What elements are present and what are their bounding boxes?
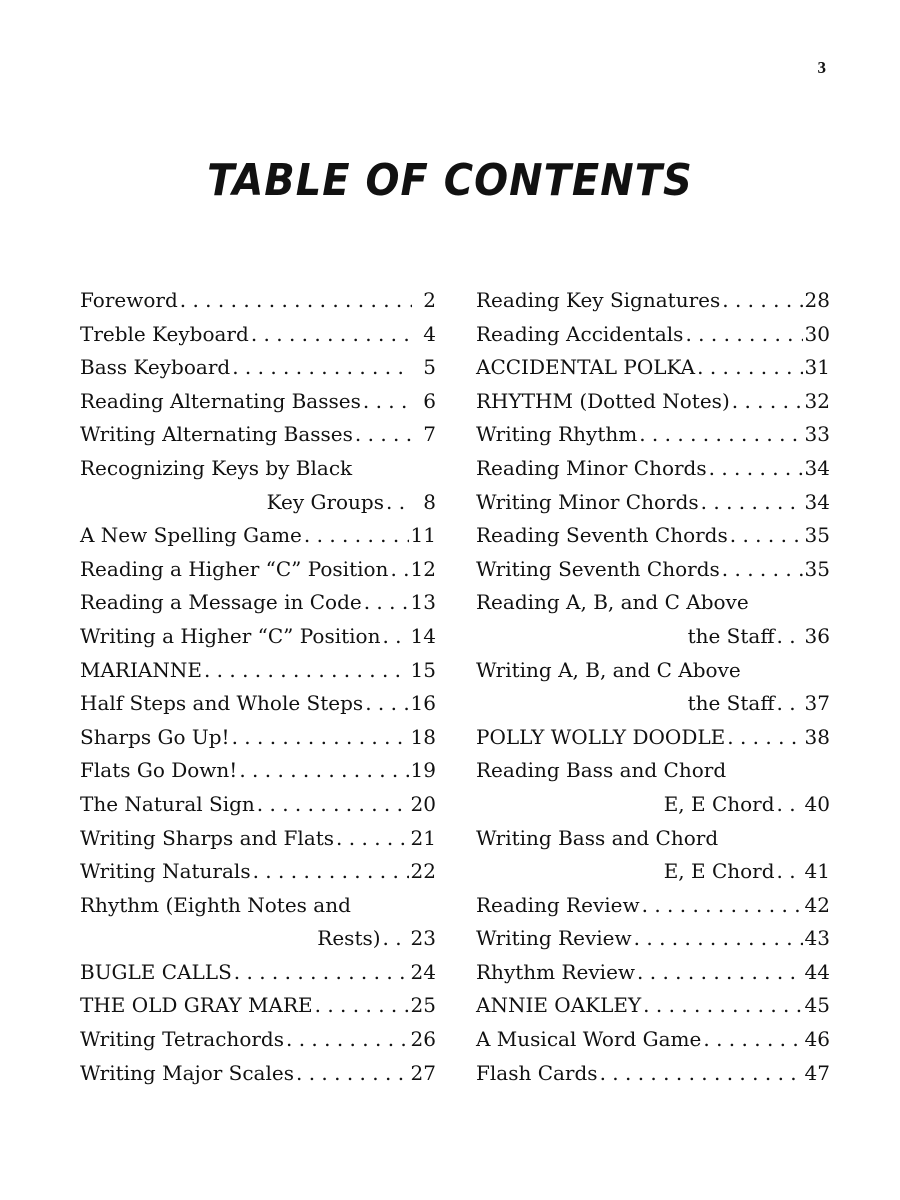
toc-entry-title: Reading Review xyxy=(476,892,640,917)
toc-entry-title: Sharps Go Up! xyxy=(80,724,230,749)
toc-entry-title: Writing A, B, and C Above xyxy=(476,657,741,682)
toc-entry-title: Writing Seventh Chords xyxy=(476,556,720,581)
toc-entry-title: THE OLD GRAY MARE xyxy=(80,993,313,1018)
toc-entry-title: E, E Chord xyxy=(663,859,775,884)
toc-entry xyxy=(80,486,436,520)
toc-entry xyxy=(80,855,436,889)
toc-entry-page: 37 xyxy=(804,691,830,716)
toc-entry-title: Rhythm Review xyxy=(476,959,636,984)
dot-leader xyxy=(390,553,408,587)
dot-leader xyxy=(239,754,408,788)
toc-entry xyxy=(476,385,830,419)
dot-leader xyxy=(727,721,802,755)
toc-entry-title: The Natural Sign xyxy=(80,791,255,816)
toc-entry xyxy=(80,721,436,755)
dot-leader xyxy=(257,788,409,822)
toc-entry-title: the Staff xyxy=(687,623,775,648)
toc-entry xyxy=(80,452,436,486)
toc-entry-title: RHYTHM (Dotted Notes) xyxy=(476,388,730,413)
toc-entry-page: 21 xyxy=(410,825,436,850)
toc-entry-title: Writing Naturals xyxy=(80,859,251,884)
toc-entry-title: Reading Minor Chords xyxy=(476,455,707,480)
dot-leader xyxy=(365,687,408,721)
toc-entry-title: Reading Key Signatures xyxy=(476,288,721,312)
toc-entry-title: the Staff xyxy=(687,691,775,716)
toc-entry-page: 19 xyxy=(410,758,436,783)
dot-leader xyxy=(180,284,412,318)
toc-entry-page: 20 xyxy=(410,791,436,816)
toc-entry-page: 27 xyxy=(410,1060,436,1085)
dot-leader xyxy=(639,418,802,452)
page-title: TABLE OF CONTENTS xyxy=(207,156,693,206)
toc-entry-title: ANNIE OAKLEY xyxy=(476,993,642,1018)
toc-entry-title: Bass Keyboard xyxy=(80,355,231,380)
toc-entry-title: Writing Major Scales xyxy=(80,1060,294,1085)
toc-entry-page: 4 xyxy=(423,321,436,346)
toc-entry xyxy=(80,418,436,452)
toc-entry-page: 8 xyxy=(423,489,436,514)
toc-entry-title: MARIANNE xyxy=(80,657,202,682)
dot-leader xyxy=(777,620,803,654)
toc-entry-page: 36 xyxy=(804,623,830,648)
dot-leader xyxy=(709,452,803,486)
toc-entry-title: Writing Rhythm xyxy=(476,422,638,447)
toc-entry-page: 13 xyxy=(410,590,436,615)
toc-entry xyxy=(80,956,436,990)
dot-leader xyxy=(386,486,412,520)
toc-entry-title: Reading Accidentals xyxy=(476,321,684,346)
dot-leader xyxy=(363,385,412,419)
dot-leader xyxy=(637,956,803,990)
toc-entry-title: Flats Go Down! xyxy=(80,758,238,783)
toc-entry-page: 12 xyxy=(410,556,436,581)
toc-entry-title: Writing Review xyxy=(476,926,632,951)
toc-entry-title: Reading a Higher “C” Position xyxy=(80,556,389,581)
dot-leader xyxy=(355,418,412,452)
dot-leader xyxy=(701,486,803,520)
toc-entry-page: 16 xyxy=(410,691,436,716)
toc-entry-page: 22 xyxy=(410,859,436,884)
toc-entry-title: Half Steps and Whole Steps xyxy=(80,691,364,716)
dot-leader xyxy=(643,989,802,1023)
toc-entry xyxy=(476,586,830,620)
toc-entry xyxy=(476,418,830,452)
dot-leader xyxy=(732,385,803,419)
toc-entry-page: 42 xyxy=(804,892,830,917)
toc-entry xyxy=(476,855,830,889)
toc-entry xyxy=(80,989,436,1023)
toc-entry-title: Reading Bass and Chord xyxy=(476,758,727,783)
dot-leader xyxy=(315,989,409,1023)
toc-entry-page: 5 xyxy=(423,355,436,380)
toc-entry-page: 6 xyxy=(423,388,436,413)
toc-entry xyxy=(476,318,830,352)
dot-leader xyxy=(634,922,803,956)
toc-entry xyxy=(476,654,830,688)
toc-entry xyxy=(80,822,436,856)
toc-entry xyxy=(476,1023,830,1057)
toc-entry xyxy=(80,385,436,419)
toc-entry-title: Reading A, B, and C Above xyxy=(476,590,749,615)
toc-entry xyxy=(476,553,830,587)
toc-entry-page: 7 xyxy=(423,422,436,447)
toc-entry-page: 35 xyxy=(804,523,830,548)
toc-entry-page: 34 xyxy=(804,455,830,480)
toc-entry xyxy=(476,452,830,486)
toc-entry-title: ACCIDENTAL POLKA xyxy=(476,355,696,380)
toc-entry xyxy=(80,318,436,352)
toc-entry-title: Rests) xyxy=(317,926,381,951)
page-number: 3 xyxy=(817,58,826,77)
toc-entry xyxy=(476,486,830,520)
dot-leader xyxy=(697,351,802,385)
toc-entry-page: 38 xyxy=(804,724,830,749)
dot-leader xyxy=(336,822,409,856)
toc-entry xyxy=(476,956,830,990)
toc-entry-page: 28 xyxy=(804,288,830,312)
toc-entry-page: 44 xyxy=(804,959,830,984)
toc-entry-title: Key Groups xyxy=(266,489,384,514)
toc-entry-title: E, E Chord xyxy=(663,791,775,816)
toc-entry xyxy=(476,989,830,1023)
toc-entry-title: Rhythm (Eighth Notes and xyxy=(80,892,351,917)
toc-entry-title: Foreword xyxy=(80,288,178,312)
toc-entry xyxy=(476,721,830,755)
toc-entry-page: 24 xyxy=(410,959,436,984)
toc-entry-page: 32 xyxy=(804,388,830,413)
dot-leader xyxy=(232,721,409,755)
toc-entry xyxy=(80,351,436,385)
dot-leader xyxy=(777,855,803,889)
dot-leader xyxy=(286,1023,409,1057)
toc-entry-title: A Musical Word Game xyxy=(476,1027,702,1052)
toc-entry xyxy=(80,553,436,587)
toc-entry-title: Flash Cards xyxy=(476,1060,598,1085)
toc-entry-page: 46 xyxy=(804,1027,830,1052)
dot-leader xyxy=(703,1023,802,1057)
toc-entry-page: 31 xyxy=(804,355,830,380)
dot-leader xyxy=(234,956,409,990)
toc-entry xyxy=(80,1057,436,1091)
toc-entry xyxy=(80,889,436,923)
toc-entry-page: 25 xyxy=(410,993,436,1018)
toc-entry-page: 47 xyxy=(804,1060,830,1085)
toc-entry-page: 35 xyxy=(804,556,830,581)
toc-entry-title: Writing Tetrachords xyxy=(80,1027,284,1052)
toc-entry-title: Writing a Higher “C” Position xyxy=(80,623,381,648)
toc-entry xyxy=(476,822,830,856)
toc-entry xyxy=(80,788,436,822)
toc-entry-title: A New Spelling Game xyxy=(80,523,302,548)
toc-entry-page: 11 xyxy=(410,523,436,548)
dot-leader xyxy=(600,1057,803,1091)
dot-leader xyxy=(364,586,409,620)
dot-leader xyxy=(382,620,408,654)
toc-entry xyxy=(476,788,830,822)
toc-entry-title: Writing Bass and Chord xyxy=(476,825,719,850)
toc-entry-page: 45 xyxy=(804,993,830,1018)
dot-leader xyxy=(304,519,409,553)
dot-leader xyxy=(253,855,409,889)
dot-leader xyxy=(777,687,803,721)
toc-entry xyxy=(476,1057,830,1091)
toc-entry-title: POLLY WOLLY DOODLE xyxy=(476,724,726,749)
toc-entry-title: Reading a Message in Code xyxy=(80,590,362,615)
dot-leader xyxy=(232,351,412,385)
toc-entry xyxy=(80,284,436,318)
toc-entry xyxy=(476,284,830,318)
toc-entry-title: Writing Minor Chords xyxy=(476,489,699,514)
dot-leader xyxy=(722,284,802,318)
toc-entry-page: 14 xyxy=(410,623,436,648)
dot-leader xyxy=(383,922,409,956)
toc-entry-title: Writing Sharps and Flats xyxy=(80,825,335,850)
toc-entry-page: 33 xyxy=(804,422,830,447)
dot-leader xyxy=(642,889,803,923)
toc-entry-page: 15 xyxy=(410,657,436,682)
toc-entry xyxy=(80,620,436,654)
dot-leader xyxy=(722,553,803,587)
toc-entry xyxy=(80,754,436,788)
toc-entry xyxy=(476,620,830,654)
toc-entry xyxy=(80,1023,436,1057)
toc-entry xyxy=(476,889,830,923)
toc-entry-page: 18 xyxy=(410,724,436,749)
toc-entry xyxy=(80,586,436,620)
toc-entry xyxy=(80,922,436,956)
toc-entry-page: 40 xyxy=(804,791,830,816)
dot-leader xyxy=(730,519,803,553)
dot-leader xyxy=(685,318,802,352)
toc-entry xyxy=(476,922,830,956)
toc-entry xyxy=(476,519,830,553)
toc-entry-page: 30 xyxy=(804,321,830,346)
toc-entry xyxy=(80,654,436,688)
toc-left-column xyxy=(80,284,436,1090)
toc-entry xyxy=(476,351,830,385)
toc-entry xyxy=(476,754,830,788)
toc-entry-page: 2 xyxy=(423,288,436,312)
toc-entry-title: BUGLE CALLS xyxy=(80,959,232,984)
toc-entry xyxy=(80,519,436,553)
toc-entry xyxy=(80,687,436,721)
dot-leader xyxy=(296,1057,409,1091)
toc-entry-title: Reading Alternating Basses xyxy=(80,388,361,413)
dot-leader xyxy=(777,788,803,822)
toc-entry-page: 23 xyxy=(410,926,436,951)
toc-entry xyxy=(476,687,830,721)
toc-entry-title: Recognizing Keys by Black xyxy=(80,455,353,480)
dot-leader xyxy=(204,654,409,688)
toc-entry-page: 34 xyxy=(804,489,830,514)
toc-entry-title: Treble Keyboard xyxy=(80,321,249,346)
toc-entry-title: Reading Seventh Chords xyxy=(476,523,728,548)
toc-right-column xyxy=(476,284,830,1090)
toc-entry-page: 43 xyxy=(804,926,830,951)
toc-entry-page: 41 xyxy=(804,859,830,884)
toc-entry-page: 26 xyxy=(410,1027,436,1052)
toc-entry-title: Writing Alternating Basses xyxy=(80,422,353,447)
dot-leader xyxy=(251,318,412,352)
